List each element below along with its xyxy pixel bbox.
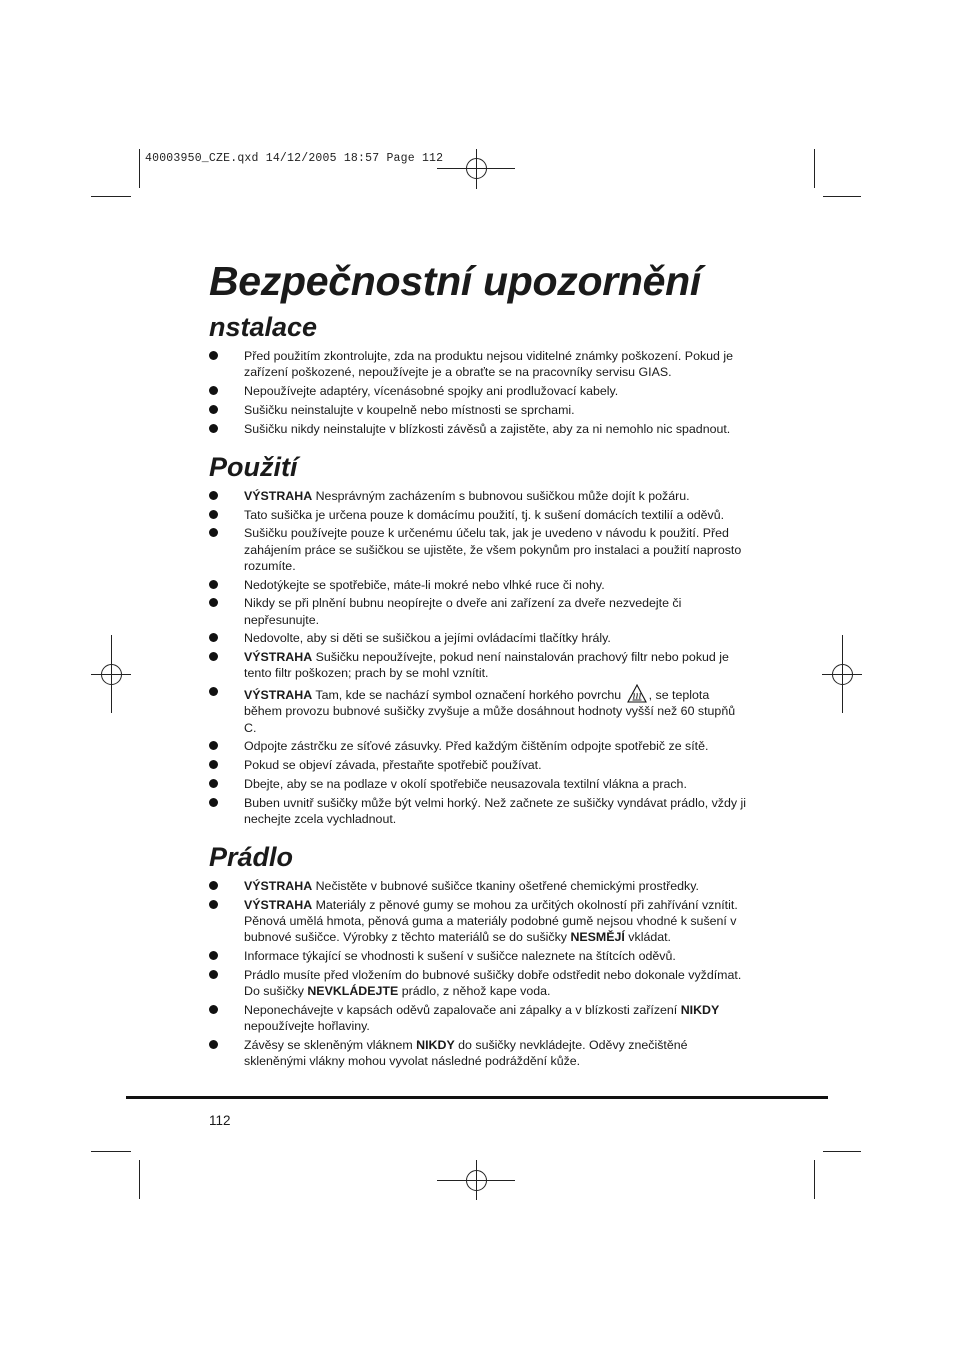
list-item <box>209 967 749 999</box>
registration-mark-left <box>91 635 131 713</box>
item-text: Nepoužívejte adaptéry, vícenásobné spojky ani prodlužovací kabely. <box>244 384 619 398</box>
bullet-icon <box>209 741 218 750</box>
list-item <box>209 757 749 773</box>
bullet-icon <box>209 405 218 414</box>
section <box>209 842 749 1069</box>
bullet-icon <box>209 528 218 537</box>
list-item <box>209 488 749 504</box>
bullet-icon <box>209 951 218 960</box>
item-text: Materiály z pěnové gumy se mohou za určitých okolností při zahřívání vznítit. Pěnová umělá hmota, pěnová guma a materiály podobné gumě nejsou vhodné k sušení v bubnové sušičce. Výrobky z těchto materiálů se do sušičky <box>244 897 738 945</box>
list-item <box>209 684 749 736</box>
bullet-icon <box>209 881 218 890</box>
item-text: Před použitím zkontrolujte, zda na produktu nejsou viditelné známky poškození. Pokud je zařízení poškozené, nepoužívejte je a obraťte se na pracovníky servisu GIAS. <box>244 349 734 380</box>
list-item <box>209 348 749 380</box>
section-heading: Prádlo <box>209 842 294 873</box>
bullet-list <box>209 878 749 1069</box>
list-item <box>209 897 749 946</box>
item-text: Sušičku nikdy neinstalujte v blízkosti závěsů a zajistěte, aby za ni nemohlo nic spadnout. <box>244 421 731 436</box>
list-item <box>209 1002 749 1034</box>
item-text: Informace týkající se vhodnosti k sušení v sušičce naleznete na štítcích oděvů. <box>244 949 676 964</box>
warning-label: VÝSTRAHA <box>244 688 313 703</box>
hot-surface-warning-icon <box>627 684 647 703</box>
item-text: Pokud se objeví závada, přestaňte spotřebič používat. <box>244 758 542 773</box>
bullet-icon <box>209 687 218 696</box>
crop-mark-top-right-vertical <box>814 149 815 188</box>
emphasis-text: NIKDY <box>680 1002 720 1017</box>
crop-mark-top-left-horizontal <box>91 196 131 197</box>
bullet-icon <box>209 652 218 661</box>
item-text: Sušičku používejte pouze k určenému účelu tak, jak je uvedeno v návodu k použití. Před zahájením práce se sušičkou se ujistěte, že všem pokynům pro instalaci a použití naprosto rozumíte. <box>244 526 742 573</box>
bullet-icon <box>209 580 218 589</box>
item-text: do sušičky nevkládejte. Oděvy znečištěné skleněnými vlákny mohou vyvolat následné podráždění kůže. <box>244 1037 688 1069</box>
crop-mark-bottom-left-vertical <box>139 1160 140 1199</box>
list-item <box>209 649 749 681</box>
list-item <box>209 878 749 894</box>
item-text: nepoužívejte hořlaviny. <box>244 1019 370 1034</box>
item-text: Závěsy se skleněným vláknem <box>244 1037 417 1052</box>
section-heading: nstalace <box>209 312 318 342</box>
list-item <box>209 595 749 627</box>
item-text: Neponechávejte v kapsách oděvů zapalovače ani zápalky a v blízkosti zařízení <box>244 1002 681 1017</box>
item-text: Odpojte zástrčku ze síťové zásuvky. Před každým čištěním odpojte spotřebič ze sítě. <box>244 739 709 754</box>
bullet-list <box>209 348 749 437</box>
list-item <box>209 948 749 964</box>
bullet-icon <box>209 633 218 642</box>
list-item <box>209 421 749 437</box>
item-text: Tato sušička je určena pouze k domácímu použití, tj. k sušení domácích textilií a oděvů. <box>244 507 725 522</box>
item-text: Dbejte, aby se na podlaze v okolí spotřebiče neusazovala textilní vlákna a prach. <box>244 776 687 791</box>
list-item <box>209 507 749 523</box>
item-text: Tam, kde se nachází symbol označení horkého povrchu <box>312 688 625 703</box>
section-heading: Použití <box>209 451 298 482</box>
item-text: Nesprávným zacházením s bubnovou sušičkou může dojít k požáru. <box>312 488 690 503</box>
list-item <box>209 525 749 574</box>
bullet-list <box>209 488 749 827</box>
bullet-icon <box>209 424 218 433</box>
crop-mark-top-right-horizontal <box>823 196 861 197</box>
crop-mark-top-left-vertical <box>139 149 140 188</box>
bullet-icon <box>209 779 218 788</box>
emphasis-text: NESMĚJÍ <box>570 930 625 945</box>
warning-label: VÝSTRAHA <box>244 879 313 894</box>
item-text: Nikdy se při plnění bubnu neopírejte o dveře ani zařízení za dveře nezvedejte či nepřesunujte. <box>244 596 682 627</box>
item-text: vkládat. <box>624 930 672 945</box>
bullet-icon <box>209 351 218 360</box>
item-text: Nedovolte, aby si děti se sušičkou a jejími ovládacími tlačítky hrály. <box>244 631 611 646</box>
footer-rule <box>126 1096 828 1099</box>
list-item <box>209 577 749 593</box>
bullet-icon <box>209 760 218 769</box>
registration-mark-top <box>437 149 517 189</box>
bullet-icon <box>209 970 218 979</box>
list-item <box>209 1037 749 1069</box>
item-text: Nedotýkejte se spotřebiče, máte-li mokré nebo vlhké ruce či nohy. <box>244 577 605 592</box>
bullet-icon <box>209 386 218 395</box>
registration-mark-right <box>822 635 862 713</box>
emphasis-text: NIKDY <box>416 1037 455 1052</box>
item-text: Nečistěte v bubnové sušičce tkaniny ošetřené chemickými prostředky. <box>312 879 699 894</box>
bullet-icon <box>209 798 218 807</box>
item-text: Sušičku nepoužívejte, pokud není nainstalován prachový filtr nebo pokud je tento filtr poškozen; prach by se mohl vznítit. <box>244 650 729 681</box>
bullet-icon <box>209 510 218 519</box>
list-item <box>209 383 749 399</box>
page-number: 112 <box>209 1113 231 1128</box>
bullet-icon <box>209 491 218 500</box>
page-title: Bezpečnostní upozornění <box>209 258 701 304</box>
page-content <box>209 258 749 1084</box>
crop-mark-bottom-left-horizontal <box>91 1151 131 1152</box>
bullet-icon <box>209 900 218 909</box>
list-item <box>209 795 749 827</box>
section <box>209 452 749 827</box>
item-text: Sušičku neinstalujte v koupelně nebo místnosti se sprchami. <box>244 402 575 417</box>
item-text: Prádlo musíte před vložením do bubnové sušičky dobře odstředit nebo dokonale vyždímat. Do sušičky <box>244 967 742 999</box>
warning-label: VÝSTRAHA <box>244 650 313 665</box>
sections-container <box>209 312 749 1069</box>
crop-mark-bottom-right-vertical <box>814 1160 815 1199</box>
item-text: , se teplota během provozu bubnové sušičky zvyšuje a může dosáhnout hodnoty vyšší než 60 stupňů C. <box>244 688 736 735</box>
bullet-icon <box>209 1005 218 1014</box>
warning-label: VÝSTRAHA <box>244 897 313 912</box>
item-text: prádlo, z něhož kape voda. <box>398 984 551 999</box>
list-item <box>209 738 749 754</box>
warning-label: VÝSTRAHA <box>244 488 313 503</box>
item-text: Buben uvnitř sušičky může být velmi horký. Než začnete ze sušičky vyndávat prádlo, vždy ji nechejte zcela vychladnout. <box>244 795 747 826</box>
list-item <box>209 402 749 418</box>
section <box>209 312 749 437</box>
crop-mark-bottom-right-horizontal <box>823 1151 861 1152</box>
bullet-icon <box>209 598 218 607</box>
list-item <box>209 630 749 646</box>
emphasis-text: NEVKLÁDEJTE <box>307 984 399 999</box>
bullet-icon <box>209 1040 218 1049</box>
list-item <box>209 776 749 792</box>
print-slug: 40003950_CZE.qxd 14/12/2005 18:57 Page 112 <box>145 152 444 165</box>
registration-mark-bottom <box>437 1160 517 1200</box>
